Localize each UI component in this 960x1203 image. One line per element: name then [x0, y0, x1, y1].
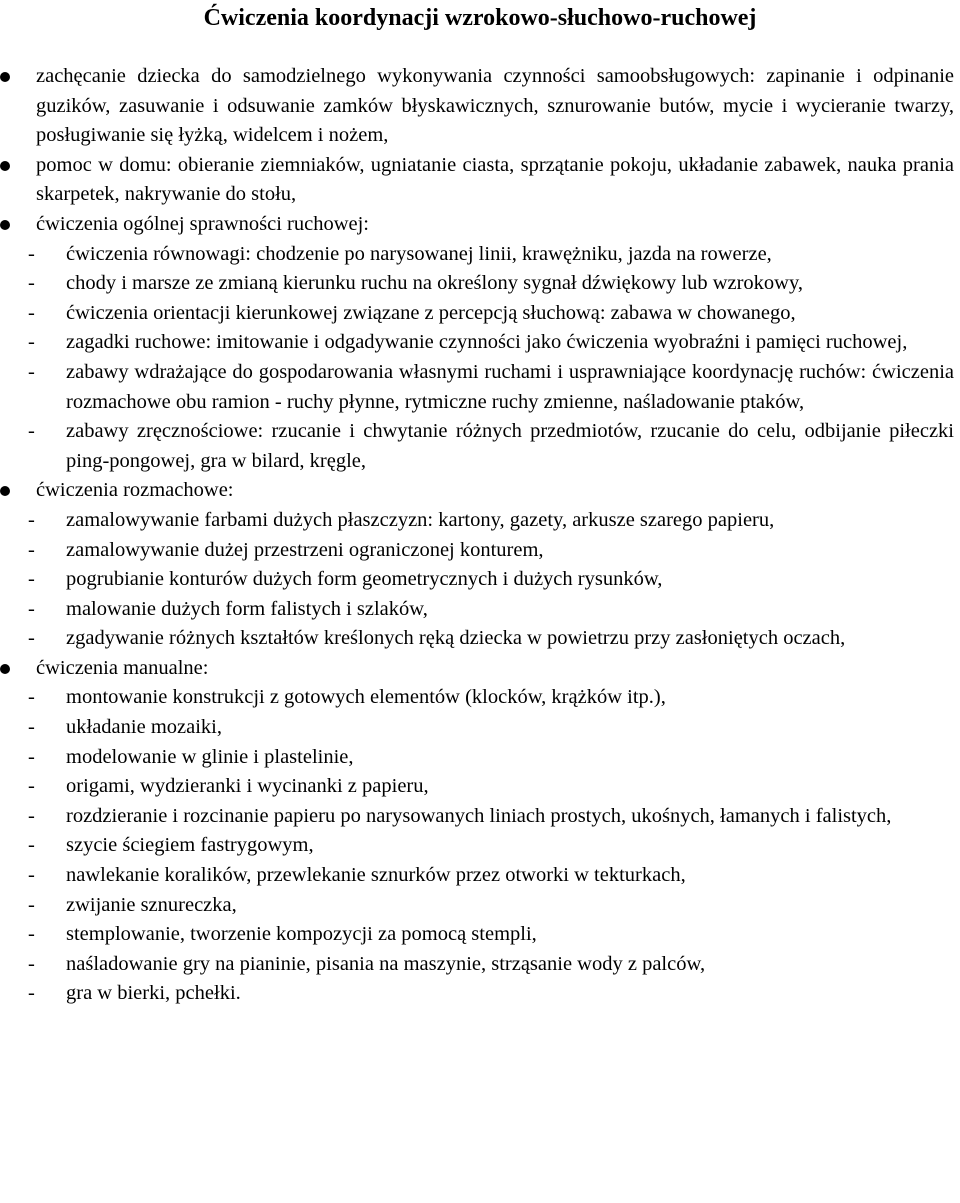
dash-marker: -	[28, 568, 35, 591]
dash-marker: -	[28, 923, 35, 946]
dash-list-item-text: chody i marsze ze zmianą kierunku ruchu na określony sygnał dźwiękowy lub wzrokowy,	[66, 272, 804, 295]
dash-marker: -	[28, 242, 35, 265]
dash-list-item-text: origami, wydzieranki i wycinanki z papieru,	[66, 775, 429, 798]
dash-list-item	[0, 772, 960, 802]
dash-marker: -	[28, 597, 35, 620]
bullet-item	[0, 62, 960, 151]
dash-marker: -	[28, 538, 35, 561]
dash-list-item-text: pogrubianie konturów dużych form geometrycznych i dużych rysunków,	[66, 568, 663, 591]
dash-list-item	[0, 950, 960, 980]
dash-list-item-text: zwijanie sznureczka,	[66, 893, 237, 916]
bullet-item-text: ćwiczenia manualne:	[36, 656, 209, 679]
bullet-item	[0, 151, 960, 210]
bullet-icon	[0, 664, 10, 674]
dash-marker: -	[28, 864, 35, 887]
bullet-item-text: ćwiczenia ogólnej sprawności ruchowej:	[36, 212, 370, 235]
dash-list-item-text: stemplowanie, tworzenie kompozycji za pomocą stempli,	[66, 923, 537, 946]
dash-list-item-text: układanie mozaiki,	[66, 716, 222, 739]
bullet-item	[0, 210, 960, 240]
dash-marker: -	[28, 686, 35, 709]
dash-list-item	[0, 713, 960, 743]
dash-list-item	[0, 328, 960, 358]
dash-marker: -	[28, 716, 35, 739]
dash-list-item-text: ćwiczenia orientacji kierunkowej związane z percepcją słuchową: zabawa w chowanego,	[66, 301, 796, 324]
dash-list-item-text: montowanie konstrukcji z gotowych elementów (klocków, krążków itp.),	[66, 686, 666, 709]
dash-list-item-text: zamalowywanie dużej przestrzeni ograniczonej konturem,	[66, 538, 544, 561]
dash-list-item	[0, 240, 960, 270]
dash-marker: -	[28, 508, 35, 531]
dash-list-item	[0, 269, 960, 299]
dash-marker: -	[28, 420, 35, 443]
dash-marker: -	[28, 893, 35, 916]
dash-list-item-text: zamalowywanie farbami dużych płaszczyzn: kartony, gazety, arkusze szarego papieru,	[66, 508, 775, 531]
bullet-item-text: zachęcanie dziecka do samodzielnego wykonywania czynności samoobsługowych: zapinanie i odpinanie guzików, zasuwanie i odsuwanie zamków błyskawicznych, sznurowanie butów, mycie i wycieranie twarzy, posługiwanie się łyżką, widelcem i nożem,	[36, 65, 954, 147]
dash-list-item	[0, 624, 960, 654]
dash-marker: -	[28, 331, 35, 354]
dash-list-item-text: ćwiczenia równowagi: chodzenie po narysowanej linii, krawężniku, jazda na rowerze,	[66, 242, 772, 265]
dash-list-item-text: nawlekanie koralików, przewlekanie sznurków przez otworki w tekturkach,	[66, 864, 686, 887]
dash-marker: -	[28, 982, 35, 1005]
dash-list-item	[0, 802, 960, 832]
dash-list-item	[0, 595, 960, 625]
dash-list-item	[0, 565, 960, 595]
dash-list-item	[0, 920, 960, 950]
dash-list-item-text: naśladowanie gry na pianinie, pisania na maszynie, strząsanie wody z palców,	[66, 952, 706, 975]
dash-marker: -	[28, 745, 35, 768]
dash-list-item	[0, 891, 960, 921]
dash-list-item-text: zgadywanie różnych kształtów kreślonych ręką dziecka w powietrzu przy zasłoniętych oczach,	[66, 627, 846, 650]
bullet-icon	[0, 72, 10, 82]
dash-marker: -	[28, 834, 35, 857]
bullet-item-text: ćwiczenia rozmachowe:	[36, 479, 234, 502]
dash-list-item-text: modelowanie w glinie i plastelinie,	[66, 745, 354, 768]
dash-list-item	[0, 358, 960, 417]
dash-list-item	[0, 299, 960, 329]
dash-list-item	[0, 506, 960, 536]
dash-marker: -	[28, 627, 35, 650]
bullet-item	[0, 654, 960, 684]
dash-list-item-text: zagadki ruchowe: imitowanie i odgadywanie czynności jako ćwiczenia wyobraźni i pamięci ruchowej,	[66, 331, 908, 354]
bullet-icon	[0, 161, 10, 171]
dash-list-item	[0, 536, 960, 566]
bullet-icon	[0, 220, 10, 230]
dash-marker: -	[28, 775, 35, 798]
dash-list-item	[0, 683, 960, 713]
dash-list-item	[0, 831, 960, 861]
dash-marker: -	[28, 952, 35, 975]
dash-list-item-text: malowanie dużych form falistych i szlaków,	[66, 597, 428, 620]
dash-list-item	[0, 979, 960, 1009]
dash-marker: -	[28, 804, 35, 827]
dash-list-item-text: rozdzieranie i rozcinanie papieru po narysowanych liniach prostych, ukośnych, łamanych i falistych,	[66, 804, 892, 827]
document-content	[0, 62, 960, 1009]
document-title: Ćwiczenia koordynacji wzrokowo-słuchowo-ruchowej	[203, 5, 757, 31]
dash-list-item	[0, 417, 960, 476]
dash-list-item-text: zabawy wdrażające do gospodarowania własnymi ruchami i usprawniające koordynację ruchów: ćwiczenia rozmachowe obu ramion - ruchy płynne, rytmiczne ruchy zmienne, naśladowanie ptaków,	[66, 360, 954, 413]
dash-marker: -	[28, 360, 35, 383]
dash-list-item-text: zabawy zręcznościowe: rzucanie i chwytanie różnych przedmiotów, rzucanie do celu, odbijanie piłeczki ping-pongowej, gra w bilard, kręgle,	[66, 420, 954, 472]
dash-list-item-text: szycie ściegiem fastrygowym,	[66, 834, 314, 857]
dash-list-item	[0, 861, 960, 891]
dash-list-item	[0, 743, 960, 773]
bullet-item-text: pomoc w domu: obieranie ziemniaków, ugniatanie ciasta, sprzątanie pokoju, układanie zabawek, nauka prania skarpetek, nakrywanie do stołu,	[36, 153, 954, 206]
bullet-icon	[0, 486, 10, 496]
dash-list-item-text: gra w bierki, pchełki.	[66, 982, 241, 1005]
dash-marker: -	[28, 301, 35, 324]
bullet-item	[0, 476, 960, 506]
dash-marker: -	[28, 272, 35, 295]
